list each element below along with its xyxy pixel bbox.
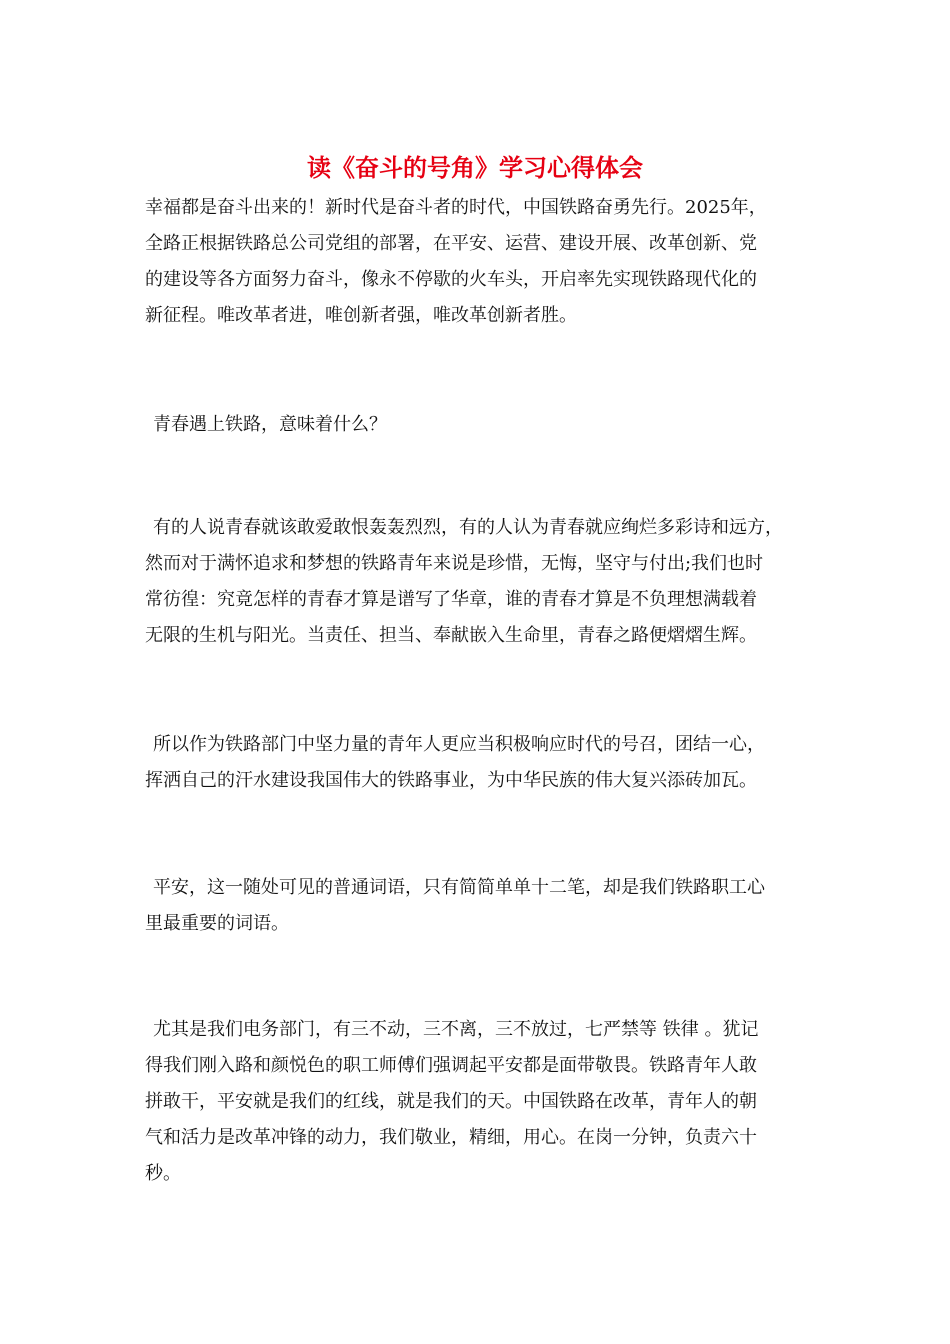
paragraph-line: 里最重要的词语。: [145, 913, 289, 934]
paragraph-line: 有的人说青春就该敢爱敢恨轰轰烈烈，有的人认为青春就应绚烂多彩诗和远方，: [153, 517, 783, 538]
paragraph-line: 常彷徨：究竟怎样的青春才算是谱写了华章，谁的青春才算是不负理想满载着: [145, 589, 757, 610]
paragraph-line: 所以作为铁路部门中坚力量的青年人更应当积极响应时代的号召，团结一心，: [153, 734, 765, 755]
paragraph-call: [145, 727, 817, 799]
paragraph-line: 幸福都是奋斗出来的！新时代是奋斗者的时代，中国铁路奋勇先行。2025年，: [145, 197, 767, 218]
paragraph-line: 气和活力是改革冲锋的动力，我们敬业，精细，用心。在岗一分钟，负责六十: [145, 1127, 757, 1148]
paragraph-line: 的建设等各方面努力奋斗，像永不停歇的火车头，开启率先实现铁路现代化的: [145, 269, 757, 290]
paragraph-line: 挥洒自己的汗水建设我国伟大的铁路事业，为中华民族的伟大复兴添砖加瓦。: [145, 770, 757, 791]
paragraph-line: 尤其是我们电务部门，有三不动，三不离，三不放过，七严禁等 铁律 。犹记: [153, 1019, 759, 1040]
paragraph-line: 无限的生机与阳光。当责任、担当、奉献嵌入生命里，青春之路便熠熠生辉。: [145, 625, 757, 646]
paragraph-line: 秒。: [145, 1163, 181, 1184]
paragraph-line: 然而对于满怀追求和梦想的铁路青年来说是珍惜，无悔，坚守与付出;我们也时: [145, 553, 764, 574]
paragraph-line: 青春遇上铁路，意味着什么？: [153, 414, 387, 435]
paragraph-line: 拼敢干，平安就是我们的红线，就是我们的天。中国铁路在改革，青年人的朝: [145, 1091, 757, 1112]
paragraph-line: 全路正根据铁路总公司党组的部署，在平安、运营、建设开展、改革创新、党: [145, 233, 757, 254]
paragraph-safety: [145, 870, 817, 942]
paragraph-intro: [145, 190, 817, 334]
paragraph-youth: [145, 510, 817, 654]
paragraph-question: [145, 407, 817, 443]
paragraph-line: 得我们刚入路和颜悦色的职工师傅们强调起平安都是面带敬畏。铁路青年人敢: [145, 1055, 757, 1076]
document-title: 读《奋斗的号角》学习心得体会: [307, 153, 643, 182]
paragraph-department: [145, 1012, 817, 1192]
paragraph-line: 新征程。唯改革者进，唯创新者强，唯改革创新者胜。: [145, 305, 577, 326]
paragraph-line: 平安，这一随处可见的普通词语，只有简简单单十二笔，却是我们铁路职工心: [153, 877, 765, 898]
